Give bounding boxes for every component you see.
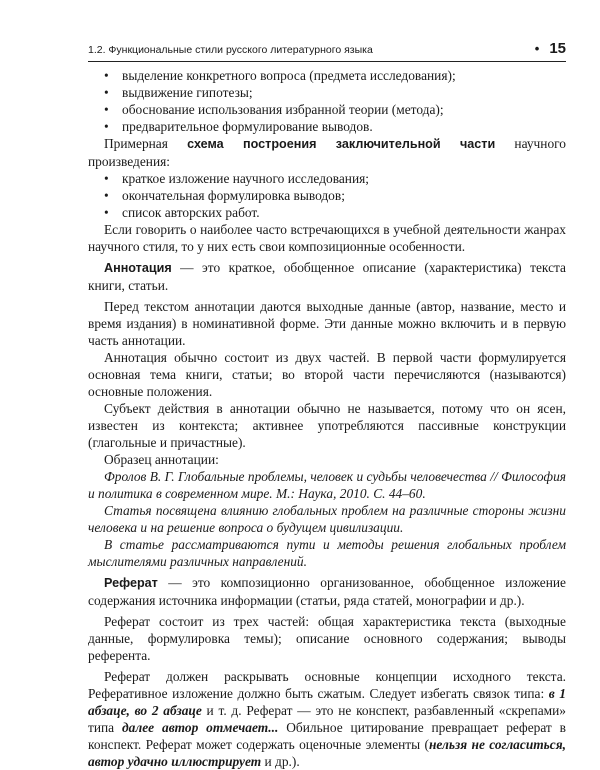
paragraph-annotation-definition: Аннотация — это краткое, обобщенное описание (характеристика) текста книги, статьи. (88, 260, 566, 293)
paragraph-conclusion-scheme: Примерная схема построения заключительной части научного произведения: (88, 136, 567, 169)
paragraph-referat-definition: Реферат — это композиционно организованное, обобщенное изложение содержания источника информации (статьи, ряда статей, монографии и др.). (88, 575, 566, 608)
page-number: 15 (549, 40, 566, 57)
sample-line-1: Статья посвящена влиянию глобальных проблем на различные стороны жизни человека и на решение вопроса о будущем цивилизации. (88, 503, 566, 535)
paragraph-annotation-output: Перед текстом аннотации даются выходные данные (автор, название, место и время издания) в номинативной форме. Эти данные можно включить и в первую часть аннотации. (88, 299, 566, 348)
list-item: • выдвижение гипотезы; (88, 84, 566, 101)
page-body (88, 67, 566, 770)
paragraph-annotation-parts: Аннотация обычно состоит из двух частей. В первой части формулируется основная тема книги, статьи; во второй части перечисляются (называются) основные положения. (88, 350, 566, 399)
page-number-block (535, 40, 566, 57)
term-conclusion-scheme: схема построения заключительной части (187, 137, 496, 151)
paragraph-annotation-subject: Субъект действия в аннотации обычно не называется, потому что он ясен, известен из контекста; активнее употребляются пассивные конструкции (глагольные и причастные). (88, 401, 566, 450)
running-header (88, 40, 566, 62)
running-title: 1.2. Функциональные стили русского литературного языка (88, 44, 373, 56)
term-annotation: Аннотация (104, 261, 172, 275)
paragraph-referat-rules: Реферат должен раскрывать основные концепции исходного текста. Реферативное изложение должно быть сжатым. Следует избегать связок типа: в 1 абзаце, во 2 абзаце и т. д. Реферат — это не конспект, разбавленный «скрепами» типа далее автор отмечает... Обильное цитирование превращает реферат в конспект. Реферат может содержать оценочные элементы (нельзя не согласиться, автор удачно иллюстрирует и др.). (88, 669, 566, 769)
paragraph-genres: Если говорить о наиболее часто встречающихся в учебной деятельности жанрах научного стиля, то у них есть свои композиционные особенности. (88, 222, 566, 254)
paragraph-sample-label: Образец аннотации: (104, 452, 219, 467)
list-item: • обоснование использования избранной теории (метода); (88, 101, 566, 118)
list-conclusion-parts (88, 170, 566, 221)
list-item: • окончательная формулировка выводов; (88, 187, 566, 204)
list-item: • предварительное формулирование выводов. (88, 118, 566, 135)
paragraph-referat-parts: Реферат состоит из трех частей: общая характеристика текста (выходные данные, формулировка темы); описание основного содержания; выводы референта. (88, 614, 566, 663)
header-bullet: • (534, 41, 540, 56)
sample-line-2: В статье рассматриваются пути и методы решения глобальных проблем мыслителями различных направлений. (88, 537, 566, 569)
list-item: • краткое изложение научного исследования; (88, 170, 566, 187)
list-research-stages (88, 67, 566, 135)
sample-citation: Фролов В. Г. Глобальные проблемы, человек и судьбы человечества // Философия и политика в современном мире. М.: Наука, 2010. С. 44–60. (88, 469, 566, 501)
term-referat: Реферат (104, 576, 158, 590)
list-item: • список авторских работ. (88, 204, 566, 221)
list-item: • выделение конкретного вопроса (предмета исследования); (88, 67, 566, 84)
